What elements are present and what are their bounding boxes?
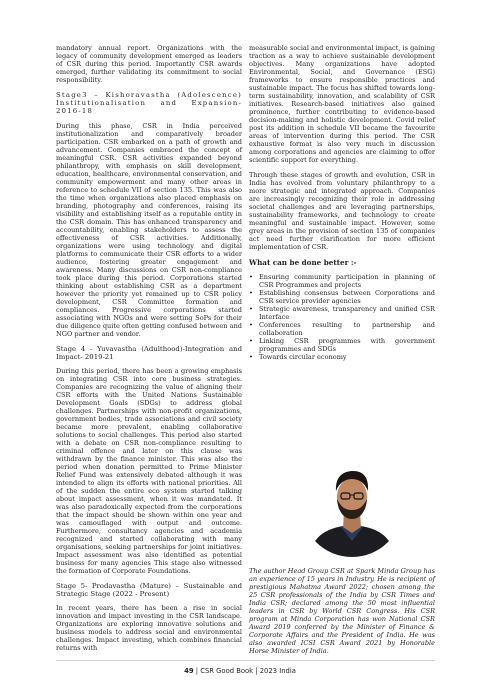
stage4-body: During this period, there has been a growing emphasis on integrating CSR into core business strategies. Companies are recognizing the value of aligning their CSR efforts with the United Nations Sustainable Development Goals (SDGs) to address global challenges. Partnerships with non-profit organizations, government bodies, trade associations and civil society became more prevalent, enabling collaborative solutions to social challenges. This period also started with a debate on CSR non-compliance resulting to criminal offence and later on this clause was withdrawn by the finance minister. This was also the period when donation permitted to Prime Minister Relief Fund was extensively debated although it was intended to align its efforts with national priorities. All of the sudden the entire eco system started talking about impact assessment, when it was mandated. It was also paradoxically expected from the corporations that the impact should be shown within one year and was camouflaged with output and outcome. Furthermore, consultancy agencies and academia recognized and started collaborating with many organisations, seeking partnerships for joint initiatives. Impact assessment was also identified as potential business for many agencies This stage also witnessed the formation of Corporate Foundations. [56,367,242,576]
list-item: • Towards circular economy [249,353,435,361]
stage5-body: In recent years, there has been a rise in social innovation and impact investing in the CSR landscape. Organizations are exploring innovative solutions and business models to address social and environmental challenges. Impact investing, which combines financial returns with [56,604,242,653]
left-column [56,44,242,659]
list-item: • Linking CSR programmes with government programmes and SDGs [249,337,435,353]
stage3-body: During this phase, CSR in India perceived institutionalization and comparatively broader participation. CSR embarked on a path of growth and advancement. Companies embraced the concept of meaningful CSR. CSR activities expanded beyond philanthropy, with emphasis on skill development, education, healthcare, environmental conservation, and community empowerment and many other areas in reference to schedule VII of section 135. This was also the time when organizations also placed emphasis on branding, photography and conferences, raising its visibility and establishing itself as a reputable entity in the CSR domain. This has enhanced transparency and accountability, enabling stakeholders to assess the effectiveness of CSR activities. Additionally, organizations were using technology and digital platforms to communicate their CSR efforts to a wider audience, fostering greater engagement and awareness. Many discussions on CSR non-compliance took place during this period. Corporations started thinking about establishing CSR as a department however the priority yet remained up to CSR policy development, CSR Committee formation and compliances. Progressive corporations started associating with NGOs and were setting SoPs for their due diligence quite often getting confused between and NGO partner and vendor. [56,121,242,338]
list-item: • Ensuring community participation in planning of CSR Programmes and projects [249,273,435,289]
list-item: • Conferences resulting to partnership and collaboration [249,321,435,337]
stage5-heading: Stage 5- Prodavastha (Mature) – Sustainable and Strategic Stage (2022 - Present) [56,582,242,599]
page-number: 49 [184,667,194,675]
improvements-heading: What can be done better :- [249,258,357,267]
author-portrait [301,455,403,557]
stage3-heading: Stage3 – Kishoravastha (Adolescence) Institutionalisation and Expansion- 2016-18 [56,91,242,116]
list-item: • Strategic awareness, transparency and unified CSR Interface [249,305,435,321]
publication-label: | CSR Good Book | 2023 India [195,667,296,675]
continued-paragraph: measurable social and environmental impact, is gaining traction as a way to achieve sustainable development objectives. Many organizations have adopted Environmental, Social, and Governance (ESG) frameworks to ensure responsible practices and sustainable impact. The focus has shifted towards long-term sustainability, innovation, and scalability of CSR initiatives. Research-based initiatives also gained prominence, further contributing to evidence-based decision-making and holistic development. Covid relief post its addition in schedule VII became the favourite areas of intervention during this period. The CSR exhaustive format is also very much in discussion among corporations and agencies are claiming to offer scientific support for everything. [249,44,435,164]
page-footer [0,667,480,675]
summary-paragraph: Through these stages of growth and evolution, CSR in India has evolved from voluntary philanthropy to a more strategic and integrated approach. Companies are increasingly recognizing their role in addressing societal challenges and are leveraging partnerships, sustainability frameworks, and technology to create meaningful and sustainable impact. However, some grey areas in the provision of section 135 of companies act need further clarification for more efficient implementation of CSR. [249,171,435,251]
list-item: • Establishing consensus between Corporations and CSR service provider agencies [249,289,435,305]
right-column [249,44,435,367]
improvements-list [249,273,435,361]
intro-paragraph: mandatory annual report. Organizations with the legacy of community development emerged as leaders of CSR during this period. Importantly CSR awards emerged, further validating its commitment to social responsibility. [56,44,242,84]
author-bio-caption: The author Head Group CSR at Spark Minda Group has an experience of 15 years in Industry. He is recipient of prestigious Mahatma Award 2022; chosen among the 25 CSR professionals of the India by CSR Times and India CSR; declared among the 50 most influential leaders in CSR by World CSR Congress. His CSR program at Minda Corporation has won National CSR Award 2019 conferred by the Minister of Finance & Corporate Affairs and the President of India. He was also awarded ICSI CSR Award 2021 by Honorable Horse Minister of India. [249,567,435,655]
stage4-heading: Stage 4 - Yuvavastha (Adulthood)-Integration and Impact- 2019-21 [56,344,242,361]
footer-divider [56,660,435,661]
